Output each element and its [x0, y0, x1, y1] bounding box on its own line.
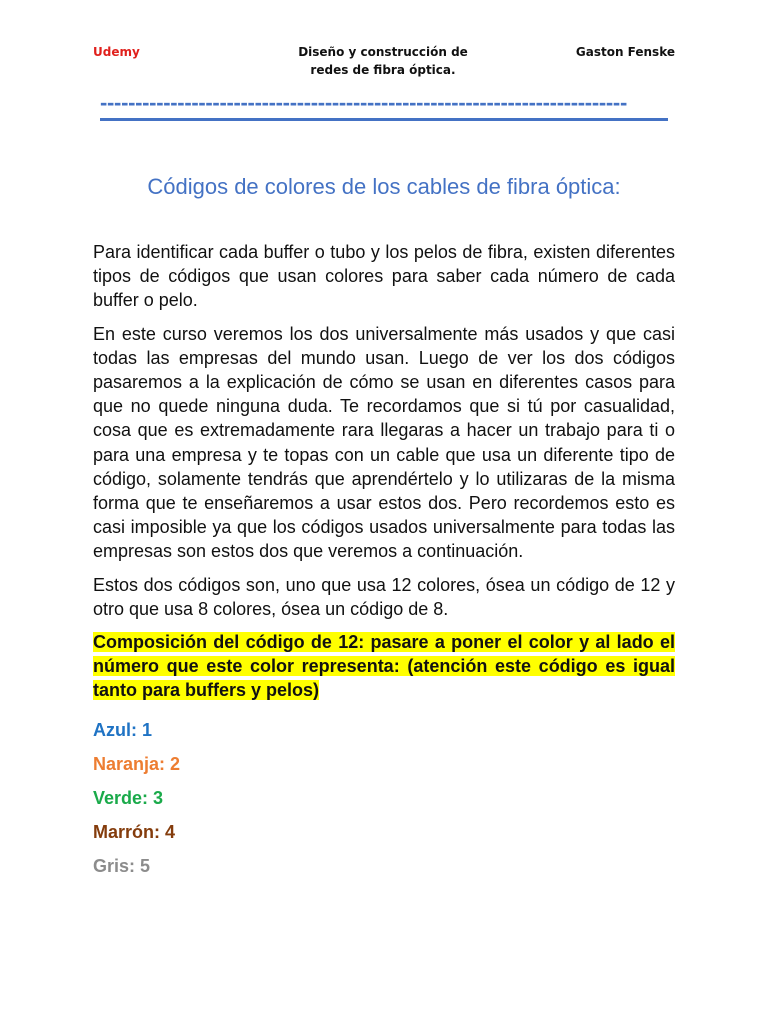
separator-line — [100, 118, 668, 121]
header-center-line-2: redes de fibra óptica. — [310, 63, 456, 77]
header-center — [263, 43, 503, 79]
color-code-item: Verde: 3 — [93, 787, 164, 808]
paragraph: En este curso veremos los dos universalmente más usados y que casi todas las empresas del mundo usan. Luego de ver los dos códigos pasaremos a la explicación de cómo se usan en diferentes casos para que no quede ninguna duda. Te recordamos que si tú por casualidad, cosa que es extremadamente rara llegaras a hacer un trabajo para ti o para una empresa y te topas con un cable que usa un diferente tipo de código, solamente tendrás que aprendértelo y lo utilizaras de la misma forma que te enseñaremos a usar estos dos. Pero recordemos esto es casi imposible ya que los códigos usados universalmente para todas las empresas son estos dos que veremos a continuación. — [93, 323, 675, 562]
highlighted-text: Composición del código de 12: pasare a poner el color y al lado el número que este color representa: (atención este código es igual tanto para buffers y pelos) — [93, 632, 675, 701]
color-code-item: Gris: 5 — [93, 855, 151, 876]
color-code-list — [93, 713, 675, 883]
separator-rule — [100, 92, 668, 122]
page-header — [93, 42, 675, 82]
header-left: Udemy — [93, 45, 140, 59]
document-body — [93, 240, 675, 883]
document-title: Códigos de colores de los cables de fibra óptica: — [147, 174, 621, 199]
header-right: Gaston Fenske — [575, 45, 675, 59]
separator-dashes: --------------------------------------------------------------------------- — [100, 92, 627, 115]
paragraph: Estos dos códigos son, uno que usa 12 colores, ósea un código de 12 y otro que usa 8 colores, ósea un código de 8. — [93, 574, 675, 619]
highlighted-note — [93, 630, 675, 703]
paragraph: Para identificar cada buffer o tubo y los pelos de fibra, existen diferentes tipos de códigos que usan colores para saber cada número de cada buffer o pelo. — [93, 242, 675, 311]
header-center-line-1: Diseño y construcción de — [298, 45, 468, 59]
color-code-item: Marrón: 4 — [93, 821, 176, 842]
color-code-item: Azul: 1 — [93, 719, 153, 740]
color-code-item: Naranja: 2 — [93, 753, 181, 774]
